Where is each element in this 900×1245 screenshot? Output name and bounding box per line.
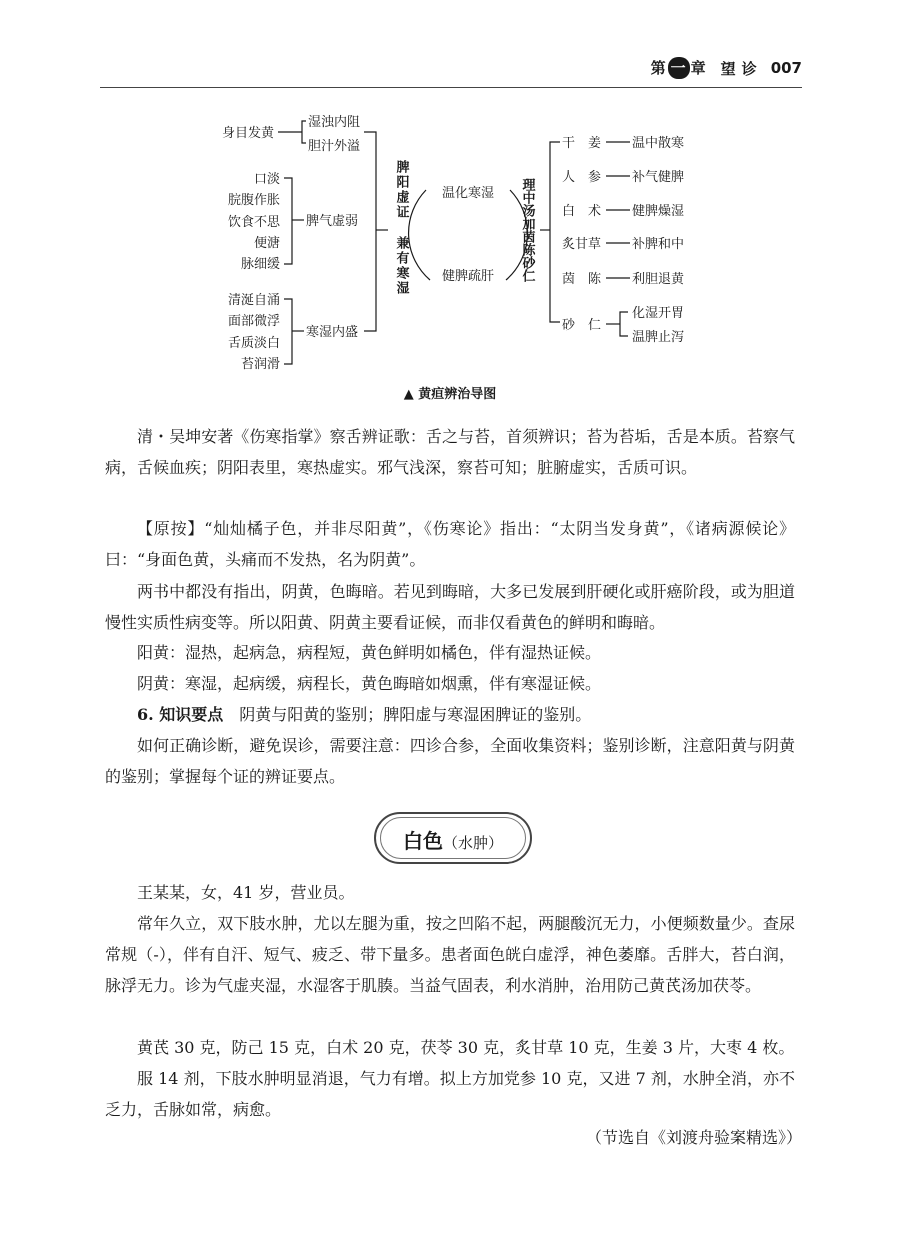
case-patient-info: 王某某，女，41 岁，营业员。 [137,883,355,902]
herb-effect: 补气健脾 [632,170,685,185]
herb-name: 干 姜 [562,136,602,151]
paragraph-two-books: 两书中都没有指出，阴黄，色晦暗。若见到晦暗，大多已发展到肝硬化或肝癌阶段，或为胆道慢性实质性病变等。所以阳黄、阴黄主要看证候，而非仅看黄色的鲜明和晦暗。 [105,582,795,632]
paragraph-key-points [105,699,795,730]
symptom-item: 饮食不思 [227,215,280,230]
page-number: 007 [770,59,802,77]
section-subtitle: （水肿） [442,834,503,852]
herb-effect: 补脾和中 [632,237,685,252]
diagnosis-spleen-yang-deficiency: 脾阳虚证 [393,160,409,220]
bracket [284,178,292,264]
case-source: （节选自《刘渡舟验案精选》） [585,1128,802,1147]
method-warm-damp: 温化寒湿 [441,186,495,201]
diagnosis-cold-damp: 兼有寒湿 [393,236,409,296]
herb-name: 人 参 [562,170,602,185]
chapter-label: 第 一 章 [650,59,707,77]
symptom-item: 口淡 [253,172,280,187]
paragraph-yang-jaundice: 阳黄：湿热，起病急，病程短，黄色鲜明如橘色，伴有湿热证候。 [137,643,602,662]
herb-name: 茵 陈 [562,272,602,287]
bracket [550,142,560,322]
section-banner [374,812,532,864]
cause-damp-obstruction: 湿浊内阻 [308,115,361,130]
diagram-caption: ▲ 黄疸辨治导图 [403,387,497,402]
section-label: 望诊 [720,59,763,78]
symptom-item: 便溏 [253,236,280,251]
herb-effect: 健脾燥湿 [632,204,685,219]
paragraph-diagnosis-advice: 如何正确诊断，避免误诊，需要注意：四诊合参，全面收集资料；鉴别诊断，注意阳黄与阴黄的鉴别；掌握每个证的辨证要点。 [105,736,795,786]
herb-name: 白 术 [562,204,602,219]
herb-effect: 化湿开胃 [632,306,685,321]
paragraph-tongue-song: 清・吴坤安著《伤寒指掌》察舌辨证歌：舌之与苔，首须辨识；苔为苔垢，舌是本质。苔察气病，舌候血疾；阴阳表里，寒热虚实。邪气浅深，察苔可知；脏腑虚实，舌质可识。 [105,427,795,477]
bracket [620,312,628,336]
herb-effect: 温中散寒 [632,136,685,151]
cause-spleen-qi-deficiency: 脾气虚弱 [306,214,359,229]
case-prescription: 黄芪 30 克，防己 15 克，白术 20 克，茯苓 30 克，炙甘草 10 克，生姜 3 片，大枣 4 枚。 [137,1038,795,1057]
cause-cold-damp: 寒湿内盛 [306,325,359,340]
herb-name: 砂 仁 [562,318,602,333]
paragraph-original-note: 【原按】“灿灿橘子色，并非尽阳黄”，《伤寒论》指出：“太阴当发身黄”，《诸病源候论》曰：“身面色黄，头痛而不发热，名为阴黄”。 [105,519,795,569]
cycle-arc [409,190,430,280]
herb-effect: 温脾止泻 [632,330,685,345]
paragraph-yin-jaundice: 阴黄：寒湿，起病缓，病程长，黄色晦暗如烟熏，伴有寒湿证候。 [137,674,602,693]
bracket [284,299,292,364]
jaundice-diagnosis-diagram [0,0,900,420]
method-strengthen-spleen: 健脾疏肝 [441,269,495,284]
case-outcome: 服 14 剂，下肢水肿明显消退，气力有增。拟上方加党参 10 克，又进 7 剂，水肿全消，亦不乏力，舌脉如常，病愈。 [105,1069,795,1119]
key-points-heading: 6. 知识要点 [137,705,224,724]
herb-name: 炙甘草 [562,237,602,252]
symptom-item: 脘腹作胀 [227,193,280,208]
symptom-item: 脉细缓 [240,257,280,272]
symptom-item: 舌质淡白 [227,336,280,351]
symptom-item: 清涎自涌 [227,293,280,308]
formula-name: 理中汤加茵陈砂仁 [519,178,535,282]
symptom-yellow-body-eyes: 身目发黄 [222,126,275,141]
herb-effect: 利胆退黄 [632,272,685,287]
symptom-item: 苔润滑 [240,357,280,372]
symptom-item: 面部微浮 [227,314,280,329]
case-presentation: 常年久立，双下肢水肿，尤以左腿为重，按之凹陷不起，两腿酸沉无力，小便频数量少。查尿常规（-），伴有自汗、短气、疲乏、带下量多。患者面色㿠白虚浮，神色萎靡。舌胖大，苔白润，脉浮无力。诊为气虚夹湿，水湿客于肌腠。当益气固表，利水消肿，治用防己黄芪汤加茯苓。 [105,914,795,995]
section-title: 白色（水肿） [402,829,503,853]
cause-bile-overflow: 胆汁外溢 [308,139,361,154]
bracket [302,121,306,143]
key-points-text: 阴黄与阳黄的鉴别；脾阳虚与寒湿困脾证的鉴别。 [239,705,592,724]
bracket [364,132,376,331]
